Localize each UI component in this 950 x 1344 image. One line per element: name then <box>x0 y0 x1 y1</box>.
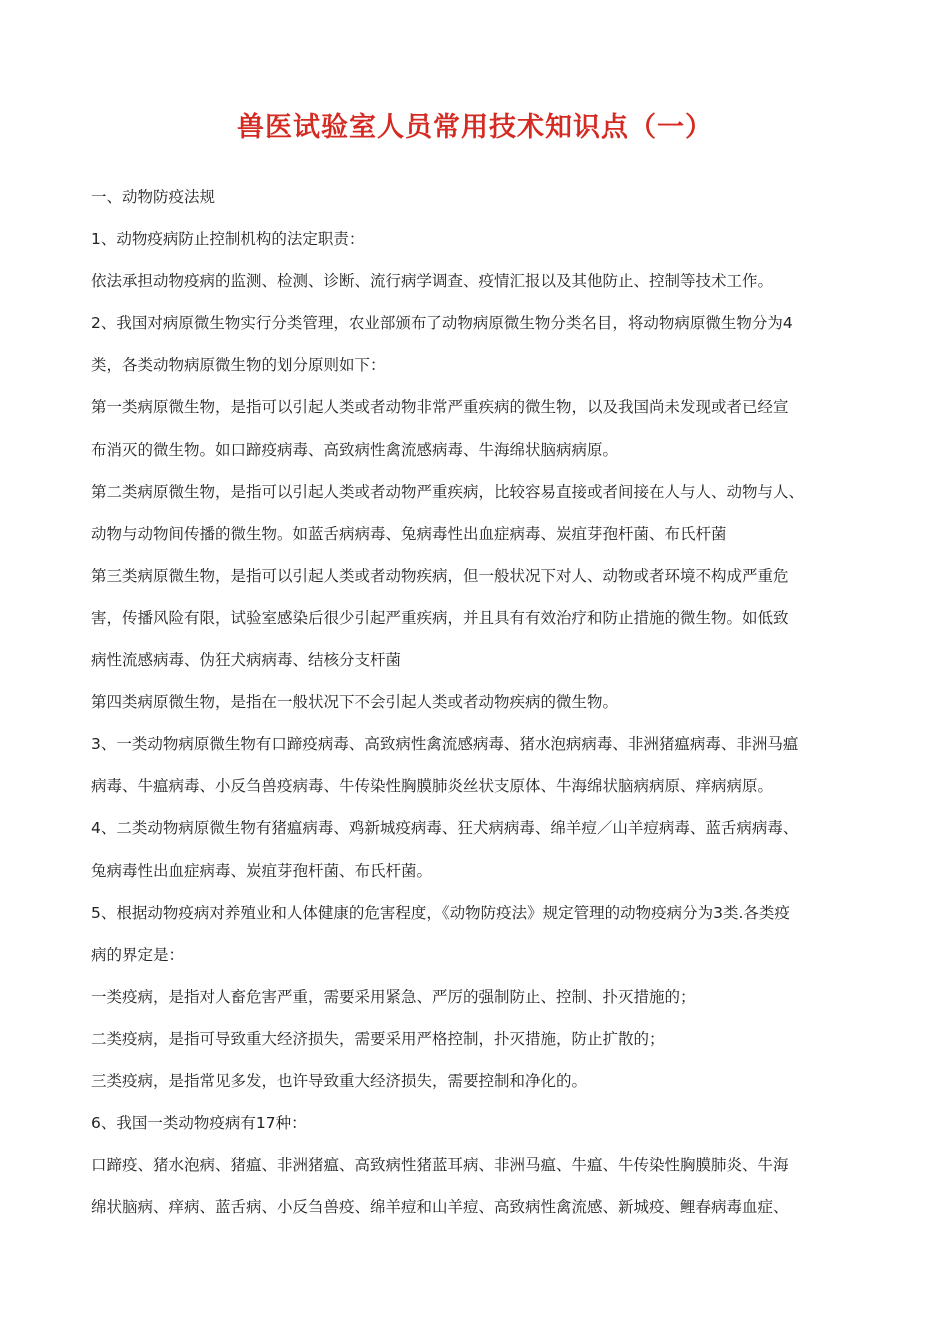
paragraph-line: 5、根据动物疫病对养殖业和人体健康的危害程度，《动物防疫法》规定管理的动物疫病分为3类.各类疫 <box>91 903 790 922</box>
paragraph-line: 依法承担动物疫病的监测、检测、诊断、流行病学调查、疫情汇报以及其他防止、控制等技术工作。 <box>91 272 774 291</box>
paragraph-line: 病的界定是： <box>91 945 185 964</box>
paragraph-line: 类，各类动物病原微生物的划分原则如下： <box>91 356 386 375</box>
paragraph-line: 兔病毒性出血症病毒、炭疽芽孢杆菌、布氏杆菌。 <box>91 861 433 880</box>
paragraph-line: 布消灭的微生物。如口蹄疫病毒、高致病性禽流感病毒、牛海绵状脑病病原。 <box>91 440 619 459</box>
paragraph-line: 6、我国一类动物疫病有17种： <box>91 1114 307 1133</box>
paragraph-line: 病毒、牛瘟病毒、小反刍兽疫病毒、牛传染性胸膜肺炎丝状支原体、牛海绵状脑病病原、痒病病原。 <box>91 777 774 796</box>
document-title: 兽医试验室人员常用技术知识点（一） <box>237 112 713 143</box>
paragraph-line: 第一类病原微生物，是指可以引起人类或者动物非常严重疾病的微生物，以及我国尚未发现或者已经宣 <box>91 398 789 417</box>
paragraph-line: 动物与动物间传播的微生物。如蓝舌病病毒、兔病毒性出血症病毒、炭疽芽孢杆菌、布氏杆菌 <box>91 524 727 543</box>
paragraph-line: 第三类病原微生物，是指可以引起人类或者动物疾病，但一般状况下对人、动物或者环境不构成严重危 <box>91 566 789 585</box>
paragraph-line: 病性流感病毒、伪狂犬病病毒、结核分支杆菌 <box>91 651 402 670</box>
paragraph-line: 害，传播风险有限，试验室感染后很少引起严重疾病，并且具有有效治疗和防止措施的微生物。如低致 <box>91 608 789 627</box>
paragraph-line: 3、一类动物病原微生物有口蹄疫病毒、高致病性禽流感病毒、猪水泡病病毒、非洲猪瘟病毒、非洲马瘟 <box>91 735 799 754</box>
paragraph-line: 一类疫病，是指对人畜危害严重，需要采用紧急、严厉的强制防止、控制、扑灭措施的； <box>91 987 696 1006</box>
paragraph-line: 三类疫病，是指常见多发，也许导致重大经济损失，需要控制和净化的。 <box>91 1071 588 1090</box>
paragraph-line: 绵状脑病、痒病、蓝舌病、小反刍兽疫、绵羊痘和山羊痘、高致病性禽流感、新城疫、鲤春病毒血症、 <box>91 1198 789 1217</box>
paragraph-line: 1、动物疫病防止控制机构的法定职责： <box>91 230 365 249</box>
document-body <box>91 176 871 1228</box>
paragraph-line: 二类疫病，是指可导致重大经济损失，需要采用严格控制，扑灭措施，防止扩散的； <box>91 1029 665 1048</box>
paragraph-line: 4、二类动物病原微生物有猪瘟病毒、鸡新城疫病毒、狂犬病病毒、绵羊痘／山羊痘病毒、蓝舌病病毒、 <box>91 819 799 838</box>
paragraph-line: 2、我国对病原微生物实行分类管理，农业部颁布了动物病原微生物分类名目，将动物病原微生物分为4 <box>91 314 793 333</box>
paragraph-line: 第二类病原微生物，是指可以引起人类或者动物严重疾病，比较容易直接或者间接在人与人、动物与人、 <box>91 482 805 501</box>
paragraph-line: 口蹄疫、猪水泡病、猪瘟、非洲猪瘟、高致病性猪蓝耳病、非洲马瘟、牛瘟、牛传染性胸膜肺炎、牛海 <box>91 1156 789 1175</box>
paragraph-line: 第四类病原微生物，是指在一般状况下不会引起人类或者动物疾病的微生物。 <box>91 693 619 712</box>
section-heading-laws: 一、动物防疫法规 <box>91 188 216 206</box>
